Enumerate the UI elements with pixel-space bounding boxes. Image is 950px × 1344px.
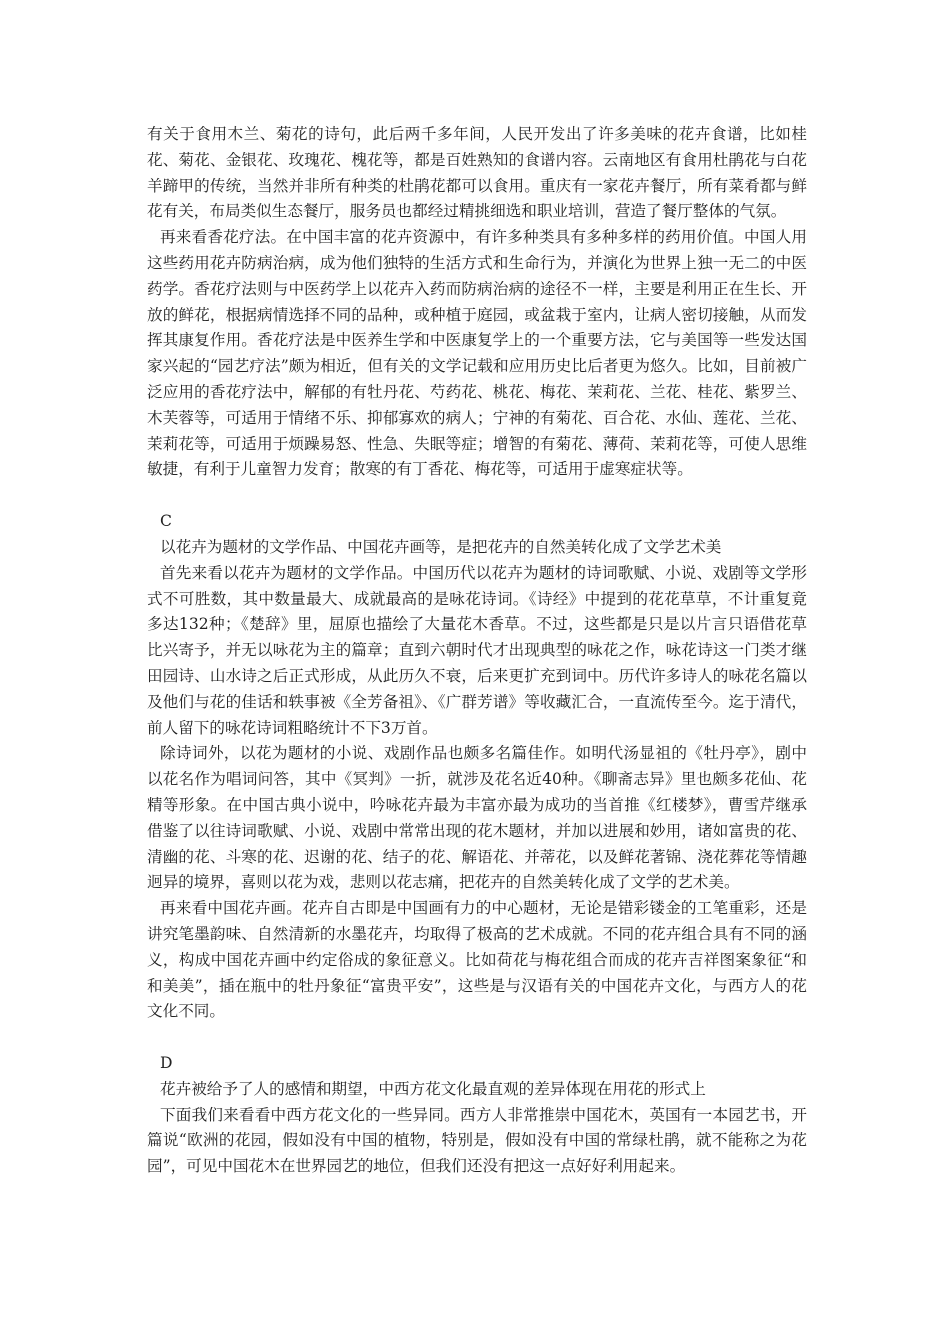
paragraph-fragrance-therapy: 再来看香花疗法。在中国丰富的花卉资源中，有许多种类具有多种多样的药用价值。中国人用这些药用花卉防病治病，成为他们独特的生活方式和生命行为，并演化为世界上独一无二的中医药学。香花疗法则与中医药学上以花卉入药而防病治病的途径不一样，主要是利用正在生长、开放的鲜花，根据病情选择不同的品种，或种植于庭园，或盆栽于室内，让病人密切接触，从而发挥其康复作用。香花疗法是中医养生学和中医康复学上的一个重要方法，它与美国等一些发达国家兴起的“园艺疗法”颇为相近，但有关的文学记载和应用历史比后者更为悠久。比如，目前被广泛应用的香花疗法中，解郁的有牡丹花、芍药花、桃花、梅花、茉莉花、兰花、桂花、紫罗兰、木芙蓉等，可适用于情绪不乐、抑郁寡欢的病人；宁神的有菊花、百合花、水仙、莲花、兰花、茉莉花等，可适用于烦躁易怒、性急、失眠等症；增智的有菊花、薄荷、茉莉花等，可使人思维敏捷，有利于儿童智力发育；散寒的有丁香花、梅花等，可适用于虚寒症状等。	[147, 228, 807, 479]
paragraph-flower-painting: 再来看中国花卉画。花卉自古即是中国画有力的中心题材，无论是错彩镂金的工笔重彩，还是讲究笔墨韵味、自然清新的水墨花卉，均取得了极高的艺术成就。不同的花卉组合具有不同的涵义，构成中国花卉画中约定俗成的象征意义。比如荷花与梅花组合而成的花卉吉祥图案象征“和和美美”，插在瓶中的牡丹象征“富贵平安”，这些是与汉语有关的中国花卉文化，与西方人的花文化不同。	[147, 899, 807, 1021]
section-d-label: D	[160, 1054, 173, 1073]
paragraph-novels-drama: 除诗词外，以花为题材的小说、戏剧作品也颇多名篇佳作。如明代汤显祖的《牡丹亭》，剧中以花名作为唱词问答，其中《冥判》一折，就涉及花名近40种。《聊斋志异》里也颇多花仙、花精等形象。在中国古典小说中，吟咏花卉最为丰富亦最为成功的当首推《红楼梦》，曹雪芹继承借鉴了以往诗词歌赋、小说、戏剧中常常出现的花木题材，并加以进展和妙用，诸如富贵的花、清幽的花、斗寒的花、迟谢的花、结子的花、解语花、并蒂花，以及鲜花著锦、浇花葬花等情趣迥异的境界，喜则以花为戏，悲则以花志痛，把花卉的自然美转化成了文学的艺术美。	[147, 744, 807, 892]
paragraph-east-west: 下面我们来看看中西方花文化的一些异同。西方人非常推崇中国花木，英国有一本园艺书，开篇说“欧洲的花园，假如没有中国的植物，特别是，假如没有中国的常绿杜鹃，就不能称之为花园”，可见中国花木在世界园艺的地位，但我们还没有把这一点好好利用起来。	[147, 1105, 807, 1176]
section-gap	[147, 483, 807, 509]
section-d-title: 花卉被给予了人的感情和期望，中西方花文化最直观的差异体现在用花的形式上	[160, 1079, 706, 1098]
section-gap	[147, 1025, 807, 1051]
document-body	[147, 122, 807, 1180]
paragraph-edible-flowers: 有关于食用木兰、菊花的诗句，此后两千多年间，人民开发出了许多美味的花卉食谱，比如桂花、菊花、金银花、玫瑰花、槐花等，都是百姓熟知的食谱内容。云南地区有食用杜鹃花与白花羊蹄甲的传统，当然并非所有种类的杜鹃花都可以食用。重庆有一家花卉餐厅，所有菜肴都与鲜花有关，布局类似生态餐厅，服务员也都经过精挑细选和职业培训，营造了餐厅整体的气氛。	[147, 125, 807, 221]
paragraph-literature: 首先来看以花卉为题材的文学作品。中国历代以花卉为题材的诗词歌赋、小说、戏剧等文学形式不可胜数，其中数量最大、成就最高的是咏花诗词。《诗经》中提到的花花草草，不计重复竟多达132种；《楚辞》里，屈原也描绘了大量花木香草。不过，这些都是只是以片言只语借花草比兴寄予，并无以咏花为主的篇章；直到六朝时代才出现典型的咏花之作，咏花诗这一门类才继田园诗、山水诗之后正式形成，从此历久不衰，后来更扩充到词中。历代许多诗人的咏花名篇以及他们与花的佳话和轶事被《全芳备祖》、《广群芳谱》等收藏汇合，一直流传至今。迄于清代，前人留下的咏花诗词粗略统计不下3万首。	[147, 563, 807, 737]
section-c-label: C	[160, 512, 172, 531]
section-c-title: 以花卉为题材的文学作品、中国花卉画等，是把花卉的自然美转化成了文学艺术美	[160, 537, 722, 556]
